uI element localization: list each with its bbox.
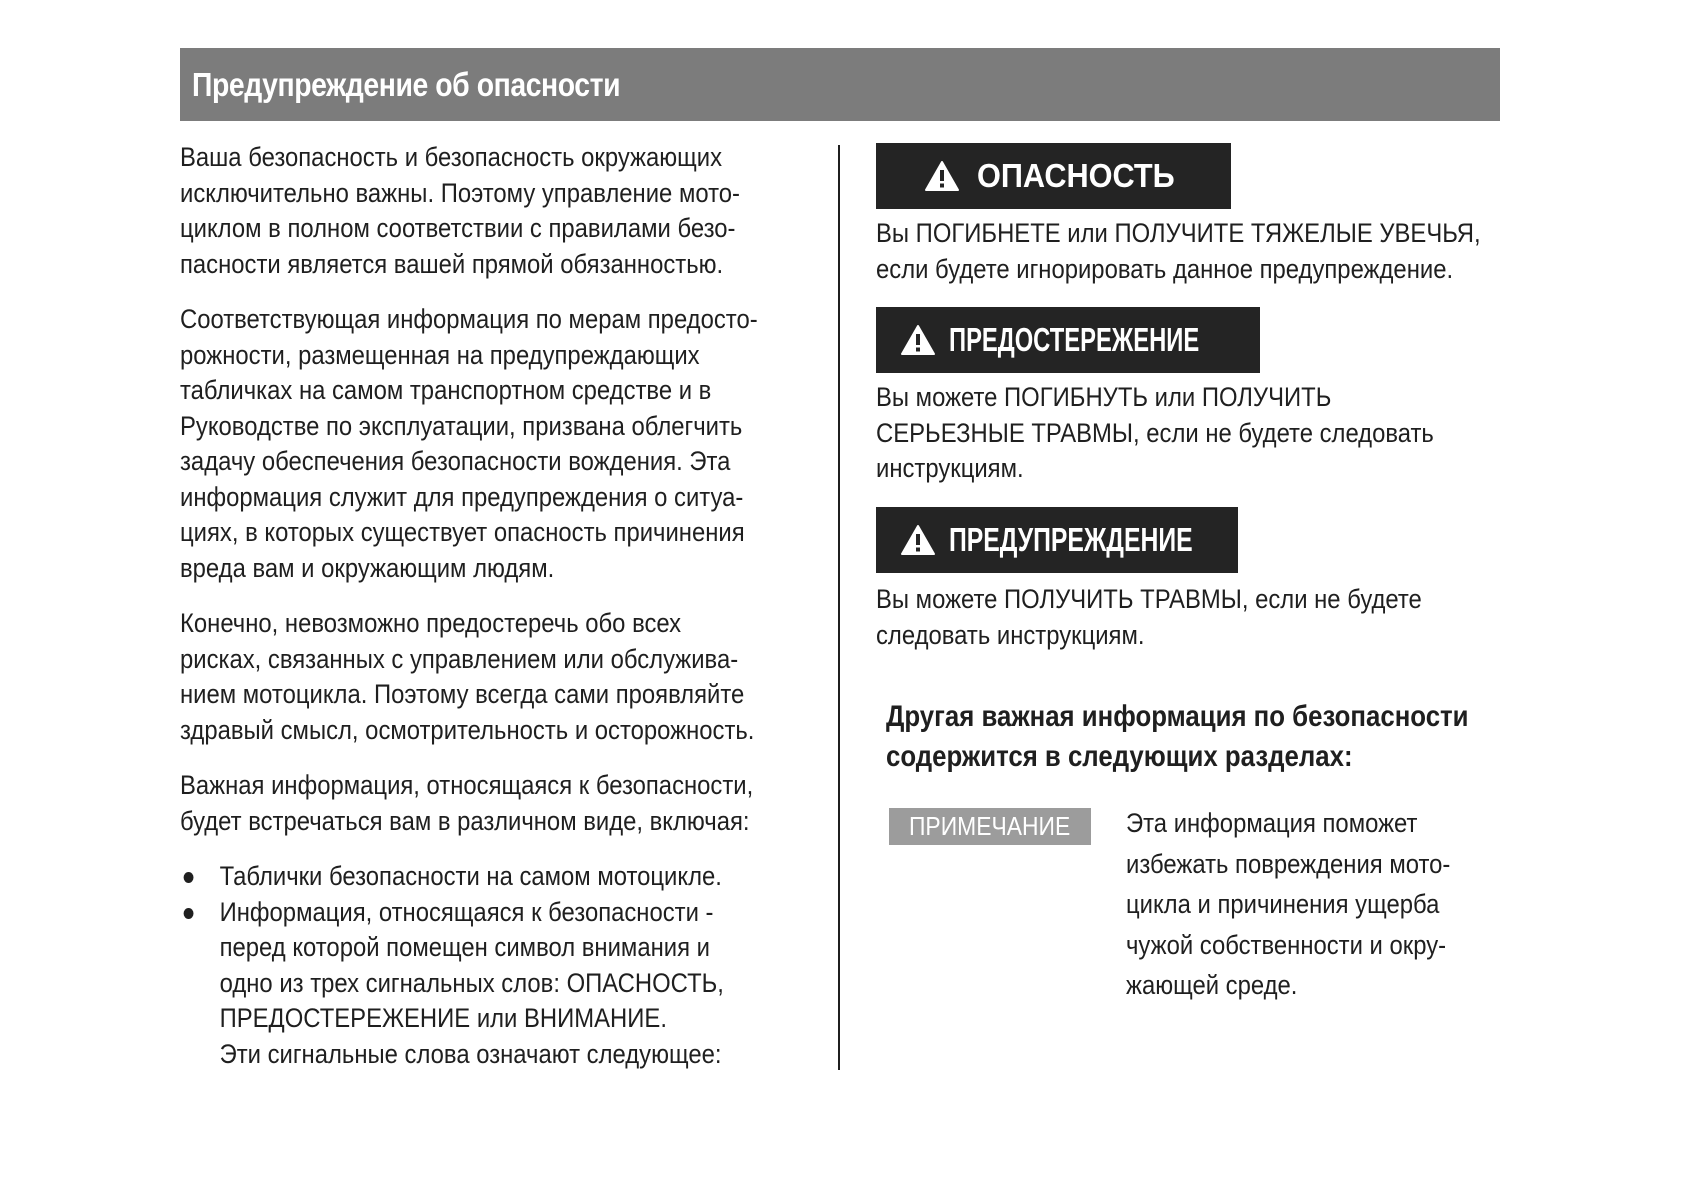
text-line: Важная информация, относящаяся к безопасности, xyxy=(180,770,754,800)
text-line: Вы можете ПОГИБНУТЬ или ПОЛУЧИТЬ xyxy=(876,382,1332,412)
text-line: цикла и причинения ущерба xyxy=(1126,889,1440,919)
text-line: циклом в полном соответствии с правилами безо- xyxy=(180,213,736,243)
warning-triangle-icon xyxy=(924,160,960,192)
text-line: пасности является вашей прямой обязанностью. xyxy=(180,248,724,279)
text-line: информация служит для предупреждения о ситуа- xyxy=(180,481,744,512)
text-line: будет встречаться вам в различном виде, включая: xyxy=(180,805,750,836)
warning-triangle-icon xyxy=(900,524,936,556)
left-column xyxy=(180,140,820,1072)
bullet-icon xyxy=(184,872,194,883)
column-divider xyxy=(838,145,840,1070)
signal-word: ПРЕДУПРЕЖДЕНИЕ xyxy=(949,521,1193,558)
bullet-icon xyxy=(184,908,194,919)
text-line: ПРЕДОСТЕРЕЖЕНИЕ или ВНИМАНИЕ. xyxy=(219,1003,667,1033)
paragraph-info-forms xyxy=(180,768,820,839)
warning-signal-badge xyxy=(876,307,1260,373)
text-line: исключительно важны. Поэтому управление мото- xyxy=(180,177,740,208)
caution-signal-badge xyxy=(876,507,1238,573)
text-line: чужой собственности и окру- xyxy=(1126,929,1447,960)
other-info-heading xyxy=(886,697,1505,777)
text-line: одно из трех сигнальных слов: ОПАСНОСТЬ, xyxy=(219,967,724,998)
caution-description xyxy=(876,582,1506,653)
text-line: Конечно, невозможно предостеречь обо всех xyxy=(180,608,682,638)
danger-description xyxy=(876,216,1506,287)
text-line: инструкциям. xyxy=(876,453,1024,483)
text-line: если будете игнорировать данное предупреждение. xyxy=(876,253,1454,284)
list-item xyxy=(180,895,820,1073)
text-line: вреда вам и окружающим людям. xyxy=(180,552,555,583)
text-line: следовать инструкциям. xyxy=(876,619,1145,650)
text-line: нием мотоцикла. Поэтому всегда сами проявляйте xyxy=(180,679,745,709)
warning-triangle-icon xyxy=(900,324,936,356)
text-line: Эта информация поможет xyxy=(1126,808,1418,838)
text-line: жающей среде. xyxy=(1126,970,1298,1000)
text-line: циях, в которых существует опасность причинения xyxy=(180,517,745,547)
text-line: Вы можете ПОЛУЧИТЬ ТРАВМЫ, если не будете xyxy=(876,584,1422,614)
paragraph-precautions xyxy=(180,302,820,586)
text-line: рожности, размещенная на предупреждающих xyxy=(180,339,700,370)
text-line: перед которой помещен символ внимания и xyxy=(219,932,710,962)
text-line: задачу обеспечения безопасности вождения. Эта xyxy=(180,446,731,476)
bullet-list xyxy=(180,859,820,1072)
section-header xyxy=(180,48,1500,121)
signal-word: ОПАСНОСТЬ xyxy=(977,157,1175,194)
text-line: рисках, связанных с управлением или обслужива- xyxy=(180,643,739,674)
text-line: Эти сигнальные слова означают следующее: xyxy=(219,1038,722,1069)
text-line: избежать повреждения мото- xyxy=(1126,848,1451,879)
text-line: здравый смысл, осмотрительность и осторожность. xyxy=(180,714,755,745)
text-line: Руководстве по эксплуатации, призвана облегчить xyxy=(180,410,743,441)
heading-line: содержится в следующих разделах: xyxy=(886,740,1353,773)
text-line: Информация, относящаяся к безопасности - xyxy=(219,896,714,927)
text-line: Ваша безопасность и безопасность окружающих xyxy=(180,142,723,172)
text-line: Вы ПОГИБНЕТЕ или ПОЛУЧИТЕ ТЯЖЕЛЫЕ УВЕЧЬЯ, xyxy=(876,218,1481,248)
text-line: Соответствующая информация по мерам предосто- xyxy=(180,304,758,334)
signal-word: ПРЕДОСТЕРЕЖЕНИЕ xyxy=(949,321,1200,358)
paragraph-risks xyxy=(180,606,820,748)
page-title: Предупреждение об опасности xyxy=(192,66,621,103)
heading-line: Другая важная информация по безопасности xyxy=(886,700,1469,733)
warning-description xyxy=(876,380,1506,487)
note-label: ПРИМЕЧАНИЕ xyxy=(909,811,1071,841)
text-line: СЕРЬЕЗНЫЕ ТРАВМЫ, если не будете следовать xyxy=(876,417,1434,448)
paragraph-intro xyxy=(180,140,820,282)
text-line: Таблички безопасности на самом мотоцикле. xyxy=(219,861,722,891)
danger-signal-badge xyxy=(876,143,1231,209)
note-description xyxy=(1126,803,1486,1006)
text-line: табличках на самом транспортном средстве и в xyxy=(180,375,712,405)
note-badge xyxy=(889,808,1091,845)
list-item xyxy=(180,859,820,895)
